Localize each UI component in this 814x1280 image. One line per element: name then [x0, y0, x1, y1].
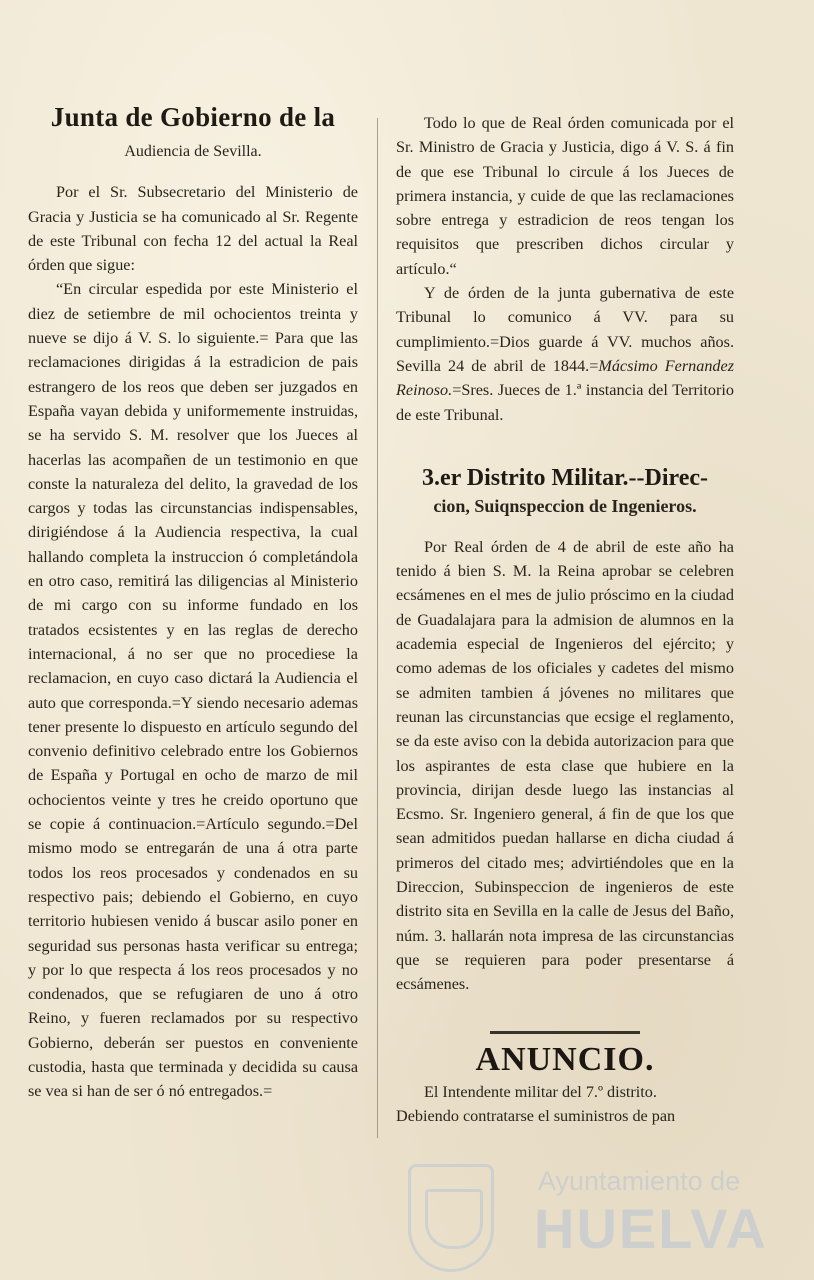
- anuncio-line-1: El Intendente militar del 7.º distrito.: [424, 1082, 657, 1101]
- right-paragraph-1: Todo lo que de Real órden comunicada por el Sr. Ministro de Gracia y Justicia, digo á V. S. á fin de que ese Tribunal lo circule á los Jueces de primera instancia, y cuide de que las reclamaciones sobre entrega y estradicion de reos tengan los requisitos que prescriben dichos circular y artículo.“: [396, 114, 734, 278]
- right-paragraph-2: [396, 281, 734, 427]
- watermark: [402, 1156, 802, 1280]
- anuncio-rule: [490, 1031, 640, 1034]
- left-paragraph-2: “En circular espedida por este Ministerio el diez de setiembre de mil ochocientos treinta y nueve se dijo á V. S. lo siguiente.= Para que las reclamaciones dirigidas á la estradicion de pais estrangero de los reos que deben ser juzgados en España vayan debida y uniformemente instruidas, se ha servido S. M. resolver que los Jueces al hacerlas las acompañen de un testimonio en que conste la naturaleza del delito, la gravedad de los cargos y todas las circunstancias indispensables, dirigiéndose á la Audiencia respectiva, la cual hallando completa la instruccion ó completándola en otro caso, remitirá las diligencias al Ministerio de mi cargo con su informe fundado en los tratados ecsistentes y en las reglas de derecho internacional, á no ser que no procediese la reclamacion, en cuyo caso dictará la Audiencia el auto que corresponda.=Y siendo necesario ademas tener presente lo dispuesto en artículo segundo del convenio definitivo celebrado entre los Gobiernos de España y Portugal en ocho de marzo de mil ochocientos veinte y tres he creido oportuno que se copie á continuacion.=Artículo segundo.=Del mismo modo se entregarán de una á otra parte todos los reos procesados y condenados en su respectivo pais; debiendo el Gobierno, en cuyo territorio hubiesen venido á buscar asilo poner en seguridad sus personas hasta verificar su entrega; y por lo que respecta á los reos procesados y no condenados, que se refugiaren de uno á otro Reino, y fueren reclamados por su respectivo Gobierno, deberán ser puestos en conveniente custodia, hasta que terminada y decidida su causa se vea si han de ser ó nó entregados.=: [28, 280, 358, 1101]
- shield-icon: [408, 1164, 494, 1272]
- right-paragraph-2-text: Y de órden de la junta gubernativa de este Tribunal lo comunico á VV. para su cumplimiento.=Dios guarde á VV. muchos años. Sevilla 24 de abril de 1844.=: [396, 284, 734, 375]
- watermark-big-text: HUELVA: [534, 1197, 768, 1260]
- section-title: 3.er Distrito Militar.--Direc-: [421, 464, 709, 491]
- left-column: [28, 100, 358, 1104]
- right-paragraph-2-end: =Sres. Jueces de 1.ª instancia del Territorio de este Tribunal.: [396, 381, 734, 424]
- right-column: [396, 111, 734, 1128]
- section-subtitle: cion, Suiqnspeccion de Ingenieros.: [433, 495, 697, 516]
- watermark-top-text: Ayuntamiento de: [538, 1166, 741, 1196]
- anuncio-line-2: Debiendo contratarse el suministros de pan: [396, 1106, 676, 1125]
- left-paragraph-1: Por el Sr. Subsecretario del Ministerio de Gracia y Justicia se ha comunicado al Sr. Regente de este Tribunal con fecha 12 del actual la Real órden que sigue:: [28, 183, 358, 275]
- anuncio-heading: ANUNCIO.: [475, 1040, 655, 1078]
- page-title: Junta de Gobierno de la: [50, 102, 336, 132]
- right-paragraph-3: Por Real órden de 4 de abril de este año ha tenido á bien S. M. la Reina aprobar se celebren ecsámenes en el mes de julio próscimo en la ciudad de Guadalajara para la admision de alumnos en la academia especial de Ingenieros del ejército; y como ademas de los oficiales y cadetes del mismo se admiten tambien á jóvenes no militares que reunan las circunstancias que ecsige el reglamento, se da este aviso con la debida autorizacion para que los aspirantes de esta clase que hubiere en la provincia, dirijan desde luego las instancias al Ecsmo. Sr. Ingeniero general, á fin de que los que sean admitidos puedan hallarse en dicha ciudad á primeros del citado mes; advirtiéndoles que en la Direccion, Subinspeccion de ingenieros de este distrito sita en Sevilla en la calle de Jesus del Baño, núm. 3. hallarán nota impresa de las circunstancias que se requieren para poder presentarse á ecsámenes.: [396, 537, 734, 994]
- page-subtitle: Audiencia de Sevilla.: [124, 143, 262, 160]
- column-divider: [377, 118, 378, 1138]
- signature: Mácsimo Fernandez Reinoso.: [396, 356, 735, 400]
